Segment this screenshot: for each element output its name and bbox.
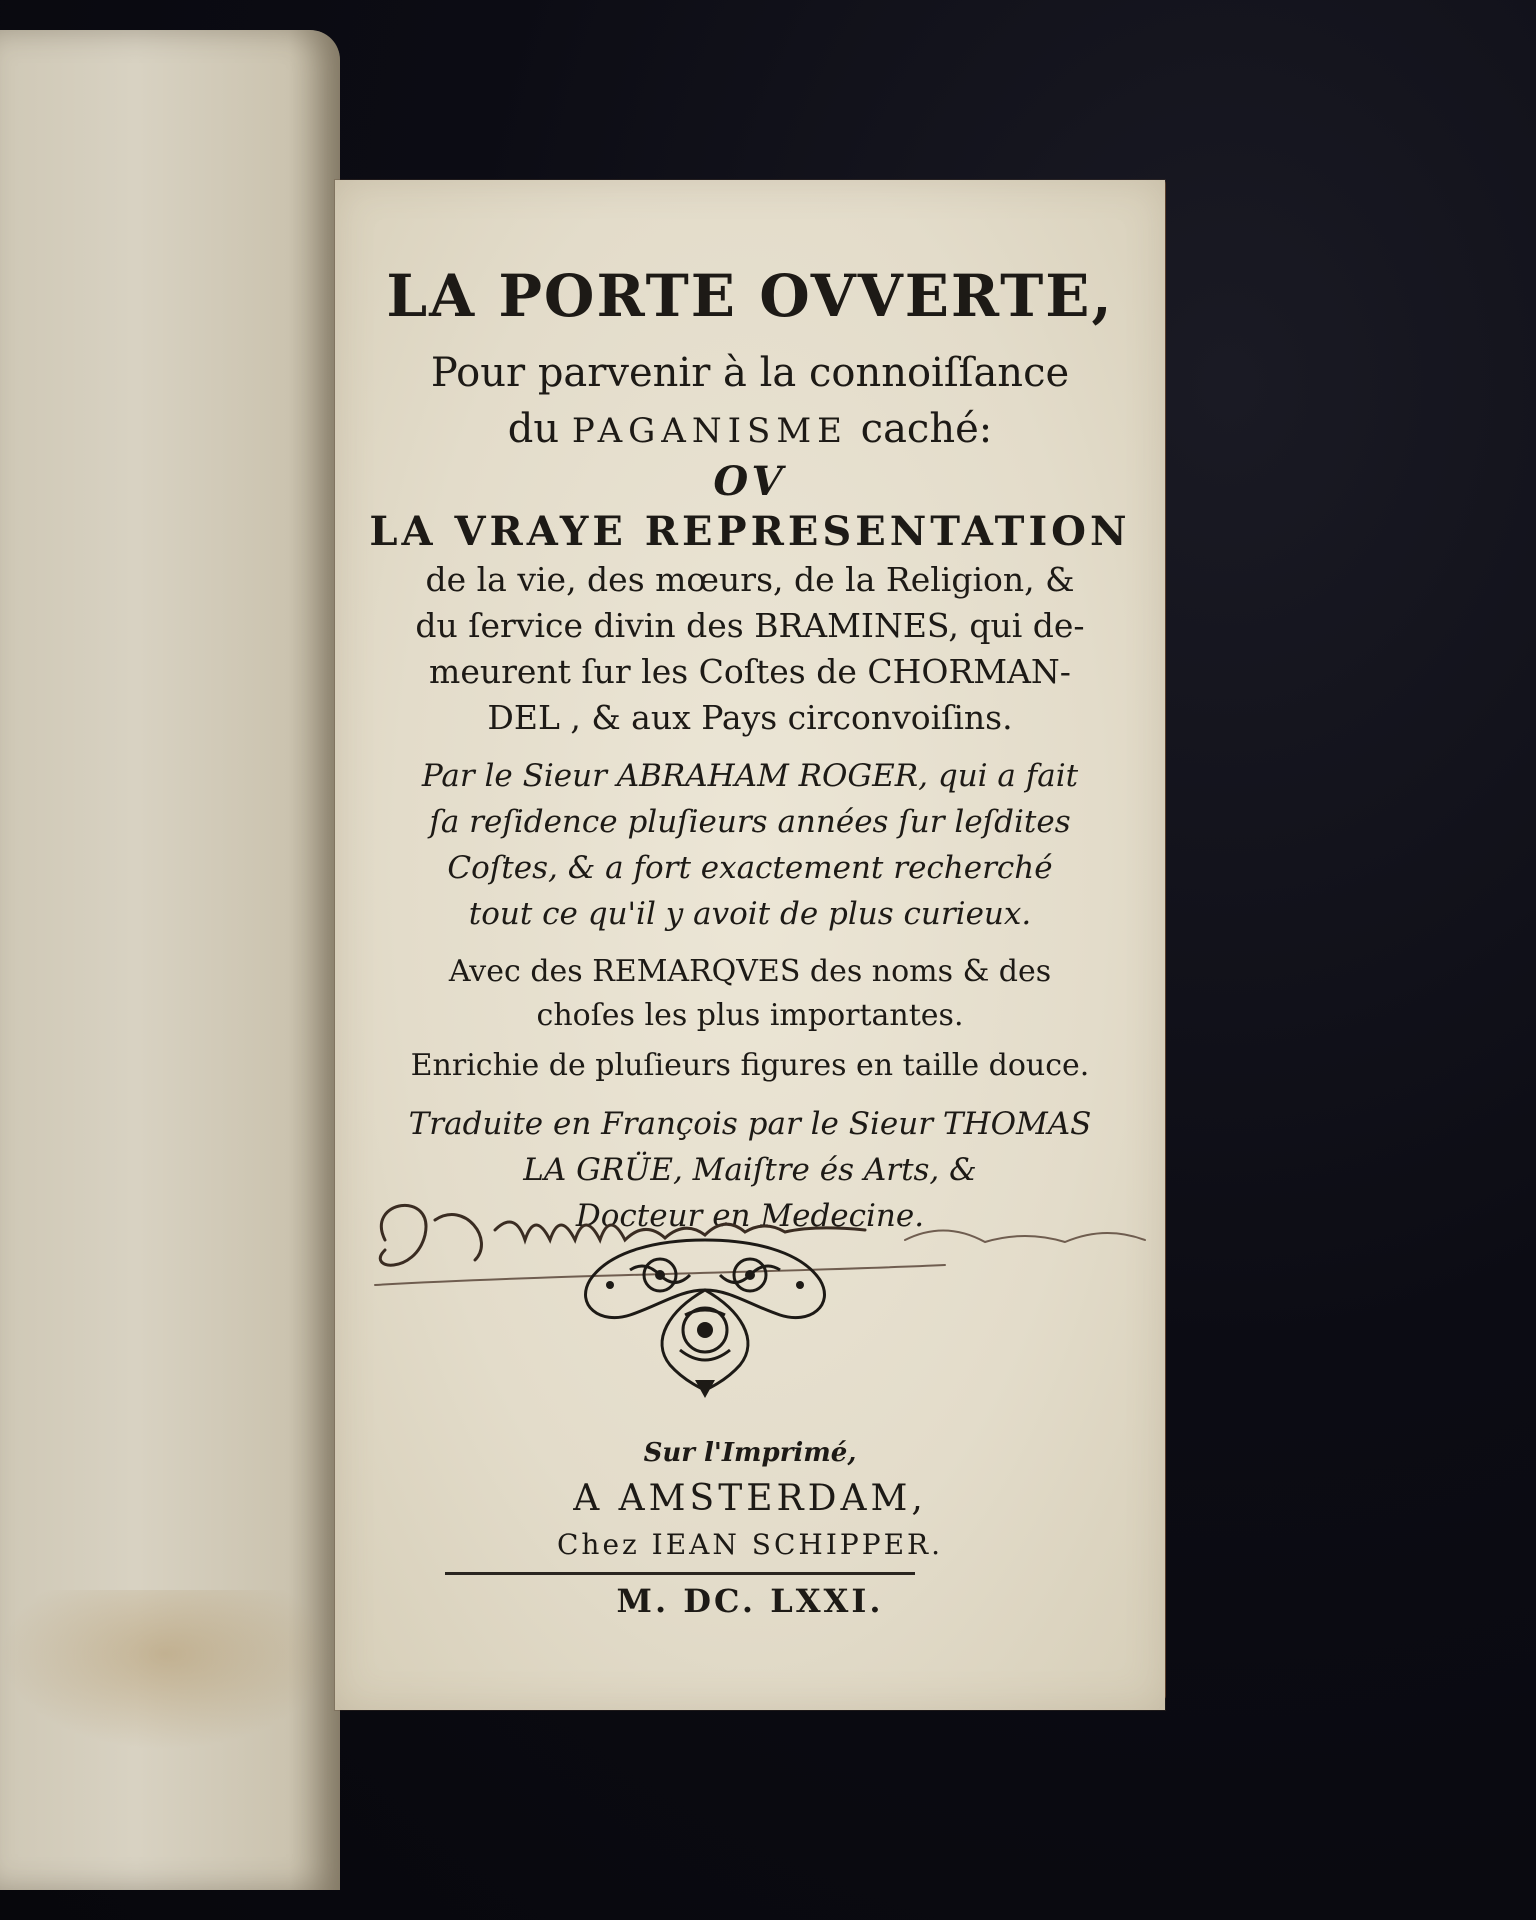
body-line: DEL , & aux Pays circonvoiſins. xyxy=(487,698,1013,737)
subtitle-line-2-pre: du xyxy=(507,406,572,452)
translator-line: Docteur en Medecine. xyxy=(575,1198,925,1234)
author-line: ſa reſidence pluſieurs années ſur leſdites xyxy=(429,804,1071,840)
subtitle-line-2-smallcaps: PAGANISME xyxy=(571,411,848,451)
subtitle-line-2-post: caché: xyxy=(847,406,993,452)
book-title: LA PORTE OVVERTE, xyxy=(386,262,1114,330)
ou-line: OV xyxy=(713,458,787,505)
remarks-line: Avec des REMARQVES des noms & des xyxy=(448,954,1052,989)
author-line: Par le Sieur ABRAHAM ROGER, qui a fait xyxy=(421,758,1079,794)
printers-ornament xyxy=(570,1230,840,1400)
body-line: de la vie, des mœurs, de la Religion, & xyxy=(425,560,1075,599)
heading-2: LA VRAYE REPRESENTATION xyxy=(369,508,1131,555)
translator-line: LA GRÜE, Maiſtre és Arts, & xyxy=(523,1152,977,1188)
author-line: tout ce qu'il y avoit de plus curieux. xyxy=(468,896,1032,932)
imprint-line-2: A AMSTERDAM, xyxy=(573,1478,927,1519)
imprint-line-1: Sur l'Imprimé, xyxy=(643,1438,857,1468)
divider-rule xyxy=(445,1572,915,1575)
body-line: meurent ſur les Coſtes de CHORMAN- xyxy=(429,652,1071,691)
imprint-line-3: Chez IEAN SCHIPPER. xyxy=(557,1528,943,1561)
imprint-date: M. DC. LXXI. xyxy=(616,1582,884,1620)
translator-line: Traduite en François par le Sieur THOMAS xyxy=(408,1106,1092,1142)
title-page xyxy=(335,180,1165,1710)
remarks-line: Enrichie de pluſieurs figures en taille douce. xyxy=(410,1048,1090,1083)
subtitle-line-2 xyxy=(335,406,1165,452)
remarks-line: choſes les plus importantes. xyxy=(536,998,964,1033)
body-line: du ſervice divin des BRAMINES, qui de- xyxy=(415,606,1085,645)
left-page xyxy=(0,30,340,1890)
subtitle-line-1: Pour parvenir à la connoiſſance xyxy=(430,350,1070,396)
author-line: Coſtes, & a fort exactement recherché xyxy=(447,850,1053,886)
